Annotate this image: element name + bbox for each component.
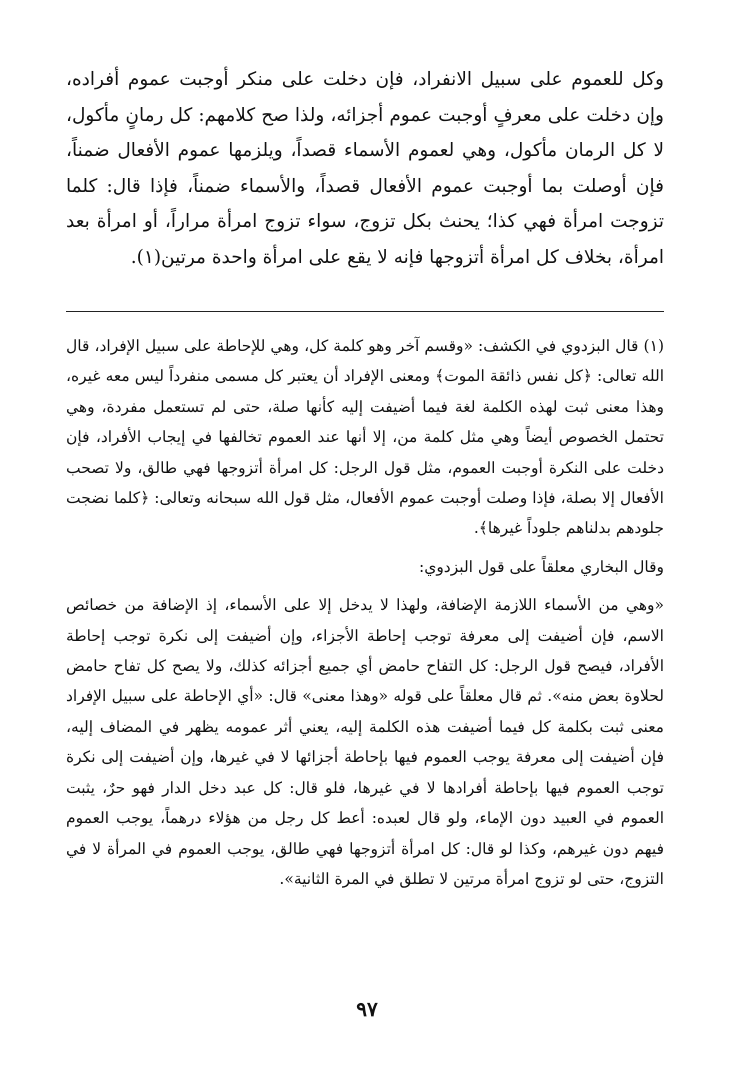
bukhari-quote-block	[66, 590, 664, 894]
footnotes-section	[66, 331, 664, 894]
footnote-1-text: (١) قال البزدوي في الكشف: «وقسم آخر وهو كلمة كل، وهي للإحاطة على سبيل الإفراد، قال الله تعالى: ﴿كل نفس ذائقة الموت﴾ ومعنى الإفراد أن يعتبر كل مسمى منفرداً ليس معه غيره، وهذا معنى ثبت لهذه الكلمة لغة فيما أضيفت إليه كأنها صلة، حتى لم تستعمل مفردة، وهي تحتمل الخصوص أيضاً وهي مثل كلمة من، إلا أنها عند العموم تخالفها في إيجاب الأفراد، فإن دخلت على النكرة أوجبت العموم، مثل قول الرجل: كل امرأة أتزوجها فهي طالق، ولا تصحب الأفعال إلا بصلة، فإذا وصلت أوجبت عموم الأفعال، مثل قول الله سبحانه وتعالى: ﴿كلما نضجت جلودهم بدلناهم جلوداً غيرها﴾.	[66, 337, 664, 538]
page-number: ٩٧	[356, 997, 378, 1021]
main-text	[66, 62, 664, 276]
bukhari-quote: «وهي من الأسماء اللازمة الإضافة، ولهذا لا يدخل إلا على الأسماء، إذ الإضافة من خصائص الاسم، فإن أضيفت إلى معرفة توجب إحاطة الأجزاء، وإن أضيفت إلى نكرة توجب إحاطة الأفراد، فيصح قول الرجل: كل التفاح حامض أي جميع أجزائه كذلك، ولا يصح كل تفاح حامض لحلاوة بعض منه». ثم قال معلقاً على قوله «وهذا معنى» قال: «أي الإحاطة على سبيل الإفراد معنى ثبت بكلمة كل فيما أضيفت هذه الكلمة إليه، يعني أثر عمومه يظهر في المضاف إليه، فإن أضيفت إلى معرفة يوجب العموم فيها بإحاطة أجزائها لا في غيرها، وإن أضيفت إلى نكرة توجب العموم فيها بإحاطة أفرادها لا في غيرها، فلو قال: كل عبد دخل الدار فهو حرٌ، يثبت العموم في العبيد دون الإماء، ولو قال لعبده: أعط كل رجل من هؤلاء درهماً، يوجب العموم فيهم دون غيرهم، وكذا لو قال: كل امرأة أتزوجها فهي طالق، يوجب العموم في المرأة لا في التزوج، حتى لو تزوج امرأة مرتين لا تطلق في المرة الثانية».	[66, 596, 664, 888]
main-paragraph: وكل للعموم على سبيل الانفراد، فإن دخلت على منكر أوجبت عموم أفراده، وإن دخلت على معرفٍ أوجبت عموم أجزائه، ولذا صح كلامهم: كل رمانٍ مأكول، لا كل الرمان مأكول، وهي لعموم الأسماء قصداً، ويلزمها عموم الأفعال ضمناً، فإن أوصلت بما أوجبت عموم الأفعال قصداً، والأسماء ضمناً، فإذا قال: كلما تزوجت امرأة فهي كذا؛ يحنث بكل تزوج، سواء تزوج امرأة مراراً، أو امرأة بعد امرأة، بخلاف كل امرأة أتزوجها فإنه لا يقع على امرأة واحدة مرتين(١).	[66, 69, 664, 268]
bukhari-intro-block	[66, 552, 664, 582]
footnote-divider	[66, 311, 664, 312]
footnote-1	[66, 331, 664, 544]
bukhari-intro: وقال البخاري معلقاً على قول البزدوي:	[418, 557, 664, 576]
